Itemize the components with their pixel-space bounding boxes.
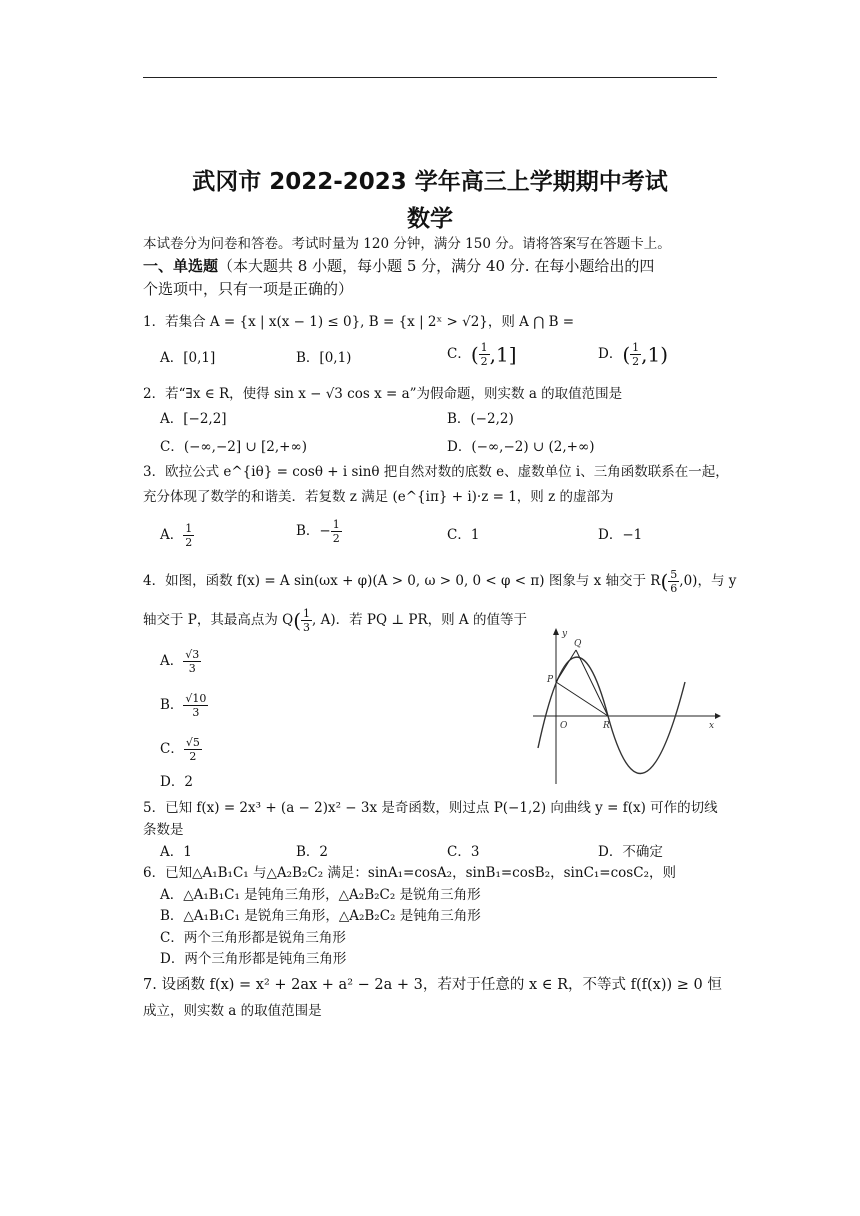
q4-option-b: B． $\frac{√10}{3}$ [160, 692, 207, 719]
q6-option-d: D．两个三角形都是钝角三角形 [160, 951, 347, 967]
q3-option-c: C．1 [447, 527, 480, 543]
q4-option-d: D．2 [160, 774, 193, 790]
graph-y-arrow [553, 628, 559, 635]
q1-option-a: A．[0,1] [160, 350, 216, 366]
q3-stem-line2: 充分体现了数学的和谐美．若复数 z 满足 (e^{iπ} + i)·z = 1，则 z 的虚部为 [143, 489, 614, 505]
graph-label-r: R [603, 721, 610, 731]
q4-option-c: C． $\frac{√5}{2}$ [160, 736, 200, 763]
q4-stem-line2: 轴交于 P，其最高点为 Q( $\frac{1}{3}$ , A)．若 PQ ⊥ PR，则 A 的值等于 [143, 607, 527, 634]
section-1-note: （本大题共 8 小题，每小题 5 分，满分 40 分. 在每小题给出的四 [218, 257, 655, 275]
q3-stem-line1: 3．欧拉公式 e^{iθ} = cosθ + i sinθ 把自然对数的底数 e、虚数单位 i、三角函数联系在一起， [143, 464, 729, 480]
header-rule [143, 77, 717, 78]
q6-option-a: A．△A₁B₁C₁ 是钝角三角形，△A₂B₂C₂ 是锐角三角形 [160, 887, 481, 903]
graph-segment-pq [556, 650, 576, 682]
q4-stem-line1: 4．如图，函数 f(x) = A sin(ωx + φ)(A > 0, ω > 0, 0 < φ < π) 图象与 x 轴交于 R( $\frac{5}{6}$ ,0)，与 y [143, 568, 737, 595]
section-1-note-cont: 个选项中，只有一项是正确的） [143, 280, 354, 298]
graph-label-x: x [709, 721, 715, 731]
q5-option-b: B．2 [296, 844, 329, 860]
section-1-heading: 一、单选题 [143, 257, 219, 275]
graph-label-p: P [547, 675, 554, 685]
q4-sine-graph [533, 624, 723, 789]
q1-option-b: B．[0,1) [296, 350, 352, 366]
q3-option-d: D．−1 [598, 527, 643, 543]
exam-intro: 本试卷分为问卷和答卷。考试时量为 120 分钟，满分 150 分。请将答案写在答题卡上。 [143, 236, 671, 252]
q1-stem: 1．若集合 A = {x | x(x − 1) ≤ 0}, B = {x | 2ˣ > √2}，则 A ⋂ B = [143, 314, 575, 330]
graph-label-q: Q [574, 639, 582, 649]
q7-stem-line1: 7. 设函数 f(x) = x² + 2ax + a² − 2a + 3，若对于任意的 x ∈ R，不等式 f(f(x)) ≥ 0 恒 [143, 977, 722, 993]
graph-label-o: O [560, 721, 568, 731]
q7-stem-line2: 成立，则实数 a 的取值范围是 [143, 1003, 322, 1019]
q2-stem: 2．若“∃x ∈ R，使得 sin x − √3 cos x = a”为假命题，则实数 a 的取值范围是 [143, 386, 623, 402]
q2-option-b: B．(−2,2) [447, 411, 514, 427]
q3-option-a: A． $\frac{1}{2}$ [160, 522, 193, 549]
q3-option-b: B．− $\frac{1}{2}$ [296, 518, 340, 545]
q1-option-c: C．( $\frac{1}{2}$ ,1] [447, 341, 517, 368]
q5-option-a: A．1 [160, 844, 192, 860]
q6-option-c: C．两个三角形都是锐角三角形 [160, 930, 346, 946]
graph-x-arrow [715, 713, 721, 719]
q5-stem-line2: 条数是 [143, 822, 184, 838]
q5-option-d: D．不确定 [598, 844, 663, 860]
q6-option-b: B．△A₁B₁C₁ 是锐角三角形，△A₂B₂C₂ 是钝角三角形 [160, 908, 481, 924]
graph-label-y: y [562, 629, 568, 639]
section-1-header [143, 257, 654, 275]
exam-title: 武冈市 2022-2023 学年高三上学期期中考试 [192, 169, 668, 195]
q2-option-a: A．[−2,2] [160, 411, 227, 427]
q6-stem: 6．已知△A₁B₁C₁ 与△A₂B₂C₂ 满足：sinA₁=cosA₂，sinB₁=cosB₂，sinC₁=cosC₂，则 [143, 865, 676, 881]
q4-option-a: A． $\frac{√3}{3}$ [160, 648, 200, 675]
q5-stem-line1: 5．已知 f(x) = 2x³ + (a − 2)x² − 3x 是奇函数，则过点 P(−1,2) 向曲线 y = f(x) 可作的切线 [143, 800, 718, 816]
q1-option-d: D．( $\frac{1}{2}$ ,1) [598, 341, 669, 368]
subject-title: 数学 [407, 206, 453, 232]
q2-option-d: D．(−∞,−2) ∪ (2,+∞) [447, 439, 595, 455]
q2-option-c: C．(−∞,−2] ∪ [2,+∞) [160, 439, 307, 455]
q5-option-c: C．3 [447, 844, 480, 860]
